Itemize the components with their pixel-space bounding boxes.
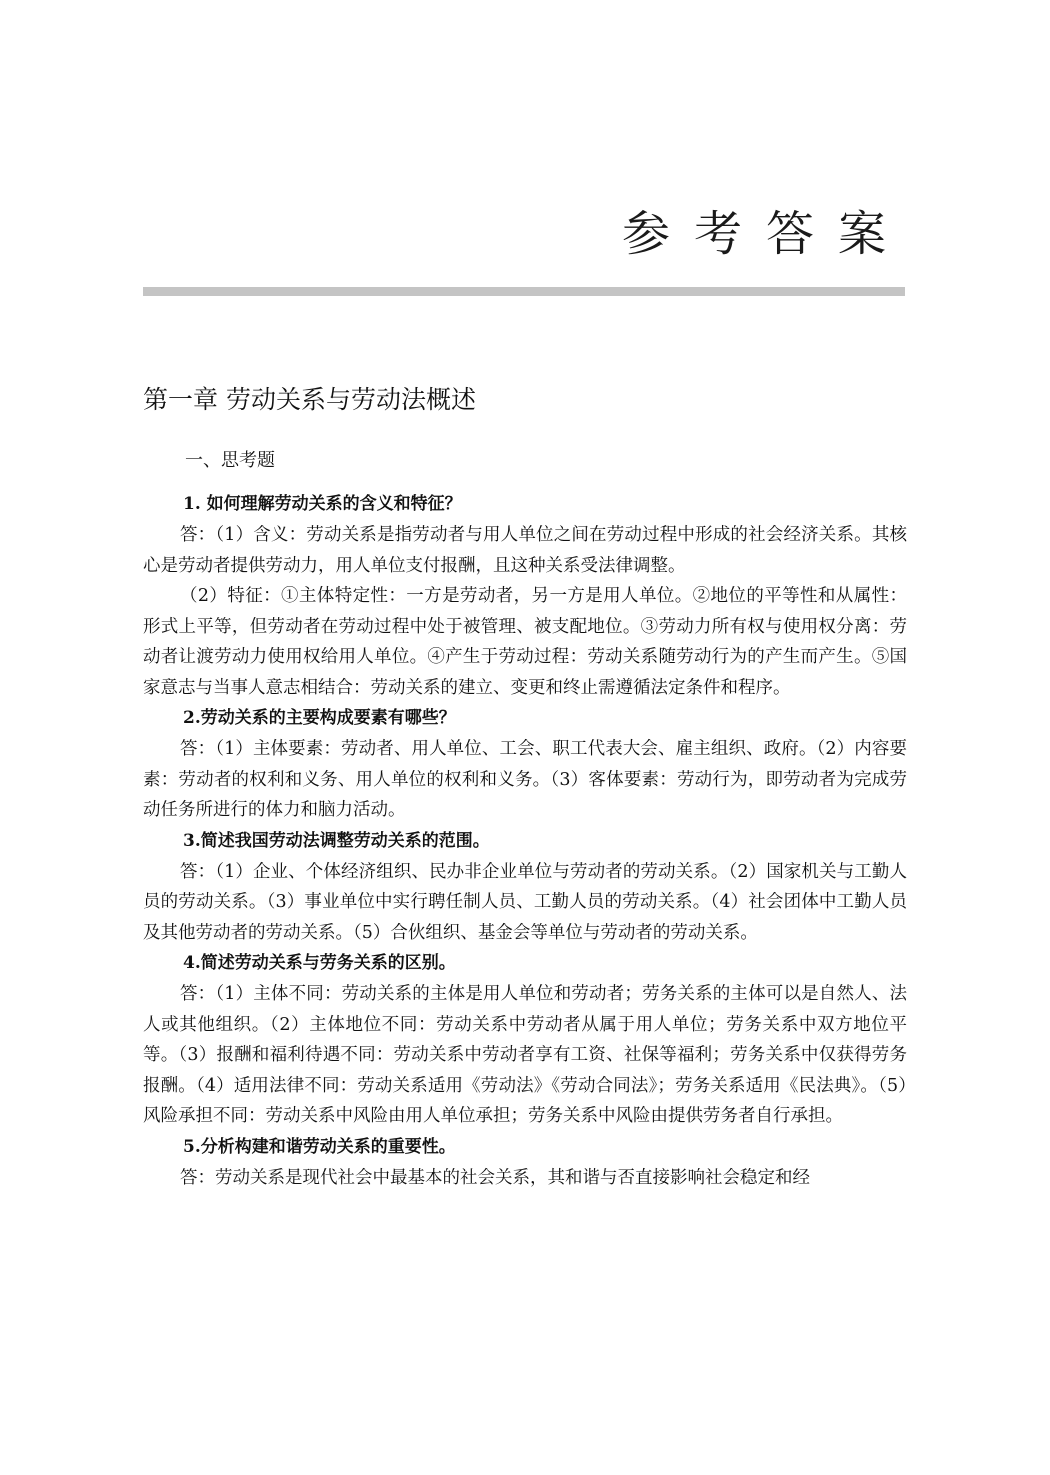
question-heading: 5.分析构建和谐劳动关系的重要性。	[183, 1136, 456, 1157]
answer-paragraph: （2）特征：①主体特定性：一方是劳动者，另一方是用人单位。②地位的平等性和从属性：形式上平等，但劳动者在劳动过程中处于被管理、被支配地位。③劳动力所有权与使用权分离：劳动者让渡劳动力使用权给用人单位。④产生于劳动过程：劳动关系随劳动行为的产生而产生。⑤国家意志与当事人意志相结合：劳动关系的建立、变更和终止需遵循法定条件和程序。	[143, 586, 907, 698]
question-heading: 3.简述我国劳动法调整劳动关系的范围。	[183, 830, 490, 851]
answer-paragraph: 答：劳动关系是现代社会中最基本的社会关系，其和谐与否直接影响社会稳定和经	[180, 1167, 810, 1188]
answer-paragraph: 答：（1）主体不同：劳动关系的主体是用人单位和劳动者；劳务关系的主体可以是自然人、法人或其他组织。（2）主体地位不同：劳动关系中劳动者从属于用人单位；劳务关系中双方地位平等。（3）报酬和福利待遇不同：劳动关系中劳动者享有工资、社保等福利；劳务关系中仅获得劳务报酬。（4）适用法律不同：劳动关系适用《劳动法》《劳动合同法》；劳务关系适用《民法典》。（5）风险承担不同：劳动关系中风险由用人单位承担；劳务关系中风险由提供劳务者自行承担。	[143, 984, 907, 1126]
section-heading: 一、思考题	[185, 450, 275, 471]
answer-content	[143, 489, 907, 1193]
answer-paragraph: 答：（1）企业、个体经济组织、民办非企业单位与劳动者的劳动关系。（2）国家机关与工勤人员的劳动关系。（3）事业单位中实行聘任制人员、工勤人员的劳动关系。（4）社会团体中工勤人员及其他劳动者的劳动关系。（5）合伙组织、基金会等单位与劳动者的劳动关系。	[143, 861, 907, 943]
question-heading: 2.劳动关系的主要构成要素有哪些？	[183, 708, 456, 728]
page-title: 参考答案	[621, 206, 910, 262]
question-heading: 4.简述劳动关系与劳务关系的区别。	[183, 953, 456, 973]
answer-paragraph: 答：（1）主体要素：劳动者、用人单位、工会、职工代表大会、雇主组织、政府。（2）内容要素：劳动者的权利和义务、用人单位的权利和义务。（3）客体要素：劳动行为，即劳动者为完成劳动任务所进行的体力和脑力活动。	[143, 739, 907, 820]
title-divider	[143, 287, 905, 296]
question-heading: 1. 如何理解劳动关系的含义和特征？	[183, 494, 462, 514]
chapter-heading: 第一章 劳动关系与劳动法概述	[143, 385, 476, 414]
answer-paragraph: 答：（1）含义：劳动关系是指劳动者与用人单位之间在劳动过程中形成的社会经济关系。其核心是劳动者提供劳动力，用人单位支付报酬，且这种关系受法律调整。	[143, 525, 907, 576]
